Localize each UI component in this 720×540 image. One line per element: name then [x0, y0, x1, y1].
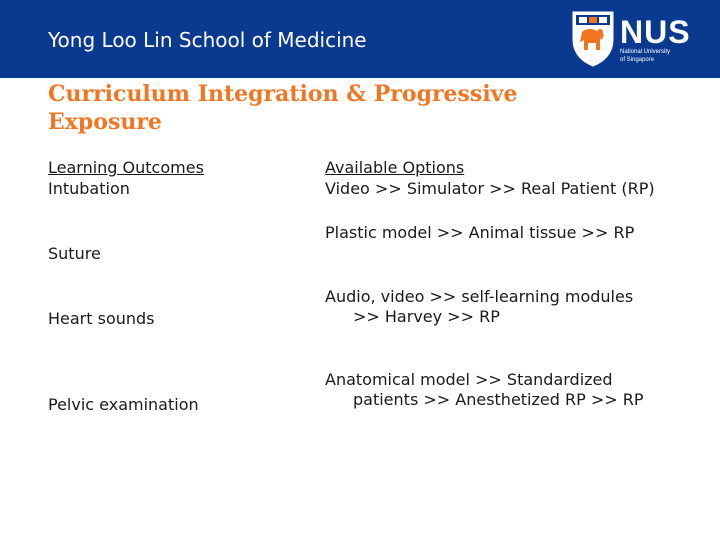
outcome-suture: Suture: [48, 244, 101, 263]
slide-title: [48, 80, 688, 136]
options-suture: Plastic model >> Animal tissue >> RP: [325, 223, 635, 242]
nus-subtitle-line2: of Singapore: [620, 57, 655, 63]
learning-outcomes-header: Learning Outcomes: [48, 158, 204, 177]
slide-title-line2: Exposure: [48, 109, 162, 135]
options-pelvic-line2: patients >> Anesthetized RP >> RP: [353, 390, 644, 409]
available-options-header: Available Options: [325, 158, 465, 177]
nus-subtitle-line1: National University: [620, 49, 671, 55]
options-heart-sounds: [325, 287, 633, 327]
options-intubation: Video >> Simulator >> Real Patient (RP): [325, 179, 655, 198]
nus-subtitle: [620, 48, 710, 64]
options-heart-sounds-line2: >> Harvey >> RP: [353, 307, 500, 326]
nus-wordmark: NUS: [620, 14, 691, 50]
nus-logo: [570, 10, 710, 70]
school-name: Yong Loo Lin School of Medicine: [48, 28, 367, 52]
options-pelvic-examination: [325, 370, 644, 410]
slide-header: [0, 0, 720, 78]
outcome-pelvic-examination: Pelvic examination: [48, 395, 199, 414]
outcome-heart-sounds: Heart sounds: [48, 309, 155, 328]
nus-crest-icon: [570, 10, 616, 68]
slide-title-line1: Curriculum Integration & Progressive: [48, 81, 518, 107]
options-pelvic-line1: Anatomical model >> Standardized: [325, 370, 613, 389]
outcome-intubation: Intubation: [48, 179, 130, 198]
options-heart-sounds-line1: Audio, video >> self-learning modules: [325, 287, 634, 306]
